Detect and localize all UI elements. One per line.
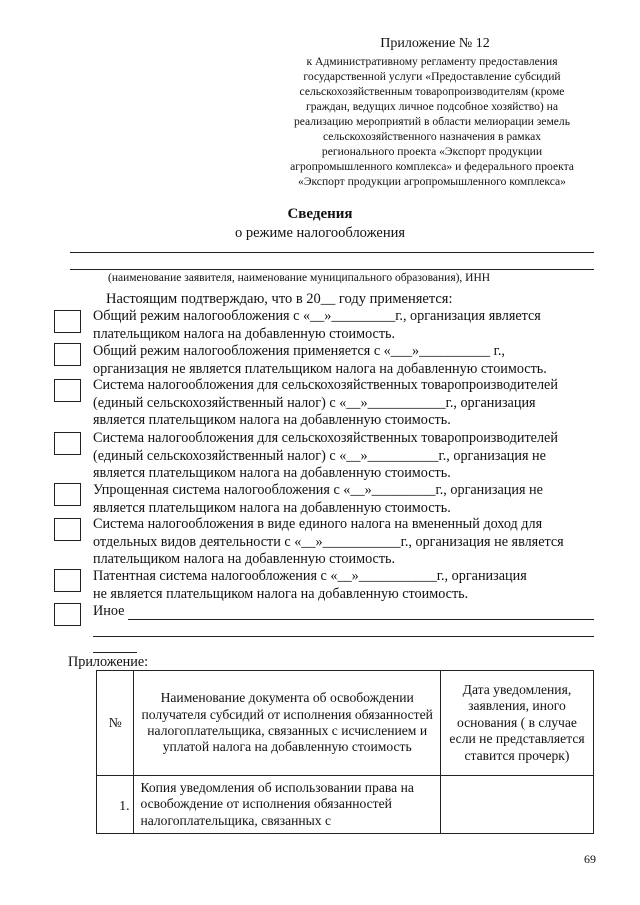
page-number: 69 (584, 852, 596, 866)
tax-option-checkbox[interactable] (54, 569, 81, 592)
appendix-line: к Административному регламенту предоставления (306, 55, 558, 68)
other-option-label: Иное (93, 603, 125, 619)
intro-text: Настоящим подтверждаю, что в 20__ году применяется: (106, 291, 453, 307)
applicant-caption: (наименование заявителя, наименование муниципального образования), ИНН (108, 272, 491, 284)
document-title: Сведения (287, 206, 353, 222)
column-header-date: Дата уведомления, заявления, иного основания ( в случае если не представляется ставится прочерк) (440, 671, 593, 776)
appendix-line: регионального проекта «Экспорт продукции (321, 145, 543, 158)
appendix-line: «Экспорт продукции агропромышленного комплекса» (298, 175, 566, 188)
appendix-line: граждан, ведущих личное подсобное хозяйство) на (305, 100, 559, 113)
attachment-table (96, 670, 594, 834)
tax-option-text: Система налогообложения в виде единого налога на вмененный доход для отдельных видов деятельности с «__»___________г., организация не является плательщиком налога на добавленную стоимость. (93, 516, 564, 568)
appendix-line: сельскохозяйственным товаропроизводителям (кроме (299, 85, 565, 98)
tax-option-text: Общий режим налогообложения с «__»_________г., организация является плательщиком налога на добавленную стоимость. (93, 308, 541, 342)
other-option-checkbox[interactable] (54, 603, 81, 626)
attachment-label: Приложение: (68, 654, 149, 670)
appendix-reference (262, 54, 602, 189)
row-number: 1. (97, 776, 134, 834)
tax-option-text: Упрощенная система налогообложения с «__»_________г., организация не является плательщиком налога на добавленную стоимость. (93, 482, 543, 516)
table-header-row (97, 671, 594, 776)
tax-option-checkbox[interactable] (54, 518, 81, 541)
tax-option-text: Патентная система налогообложения с «__»___________г., организация не является плательщиком налога на добавленную стоимость. (93, 568, 527, 602)
row-date[interactable] (440, 776, 593, 834)
tax-option-checkbox[interactable] (54, 343, 81, 366)
row-document: Копия уведомления об использовании права на освобождение от исполнения обязанностей налогоплательщика, связанных с (134, 776, 440, 834)
appendix-line: реализацию мероприятий в области мелиорации земель (293, 115, 571, 128)
table-row (97, 776, 594, 834)
tax-option-checkbox[interactable] (54, 379, 81, 402)
column-header-number: № (97, 671, 134, 776)
tax-option-text: Система налогообложения для сельскохозяйственных товаропроизводителей (единый сельскохозяйственный налог) с «__»___________г., организация является плательщиком налога на добавленную стоимость. (93, 377, 558, 429)
tax-option-text: Общий режим налогообложения применяется с «___»__________ г., организация не является плательщиком налога на добавленную стоимость. (93, 343, 547, 377)
column-header-document: Наименование документа об освобождении получателя субсидий от исполнения обязанностей налогоплательщика, связанных с исчислением и уплатой налога на добавленную стоимость (134, 671, 440, 776)
document-subtitle: о режиме налогообложения (234, 225, 406, 241)
applicant-name-line-1[interactable] (70, 252, 594, 253)
appendix-line: государственной услуги «Предоставление субсидий (303, 70, 561, 83)
tax-option-checkbox[interactable] (54, 432, 81, 455)
appendix-title: Приложение № 12 (380, 36, 490, 51)
appendix-line: сельскохозяйственного назначения в рамках (322, 130, 542, 143)
other-fill-line-1[interactable] (128, 619, 594, 620)
applicant-name-line-2[interactable] (70, 269, 594, 270)
other-fill-line-3[interactable] (93, 652, 137, 653)
tax-option-text: Система налогообложения для сельскохозяйственных товаропроизводителей (единый сельскохозяйственный налог) с «__»__________г., организация не является плательщиком налога на добавленную стоимость. (93, 430, 558, 482)
other-fill-line-2[interactable] (93, 636, 594, 637)
appendix-line: агропромышленного комплекса» и федерального проекта (290, 160, 574, 173)
tax-option-checkbox[interactable] (54, 310, 81, 333)
tax-option-checkbox[interactable] (54, 483, 81, 506)
